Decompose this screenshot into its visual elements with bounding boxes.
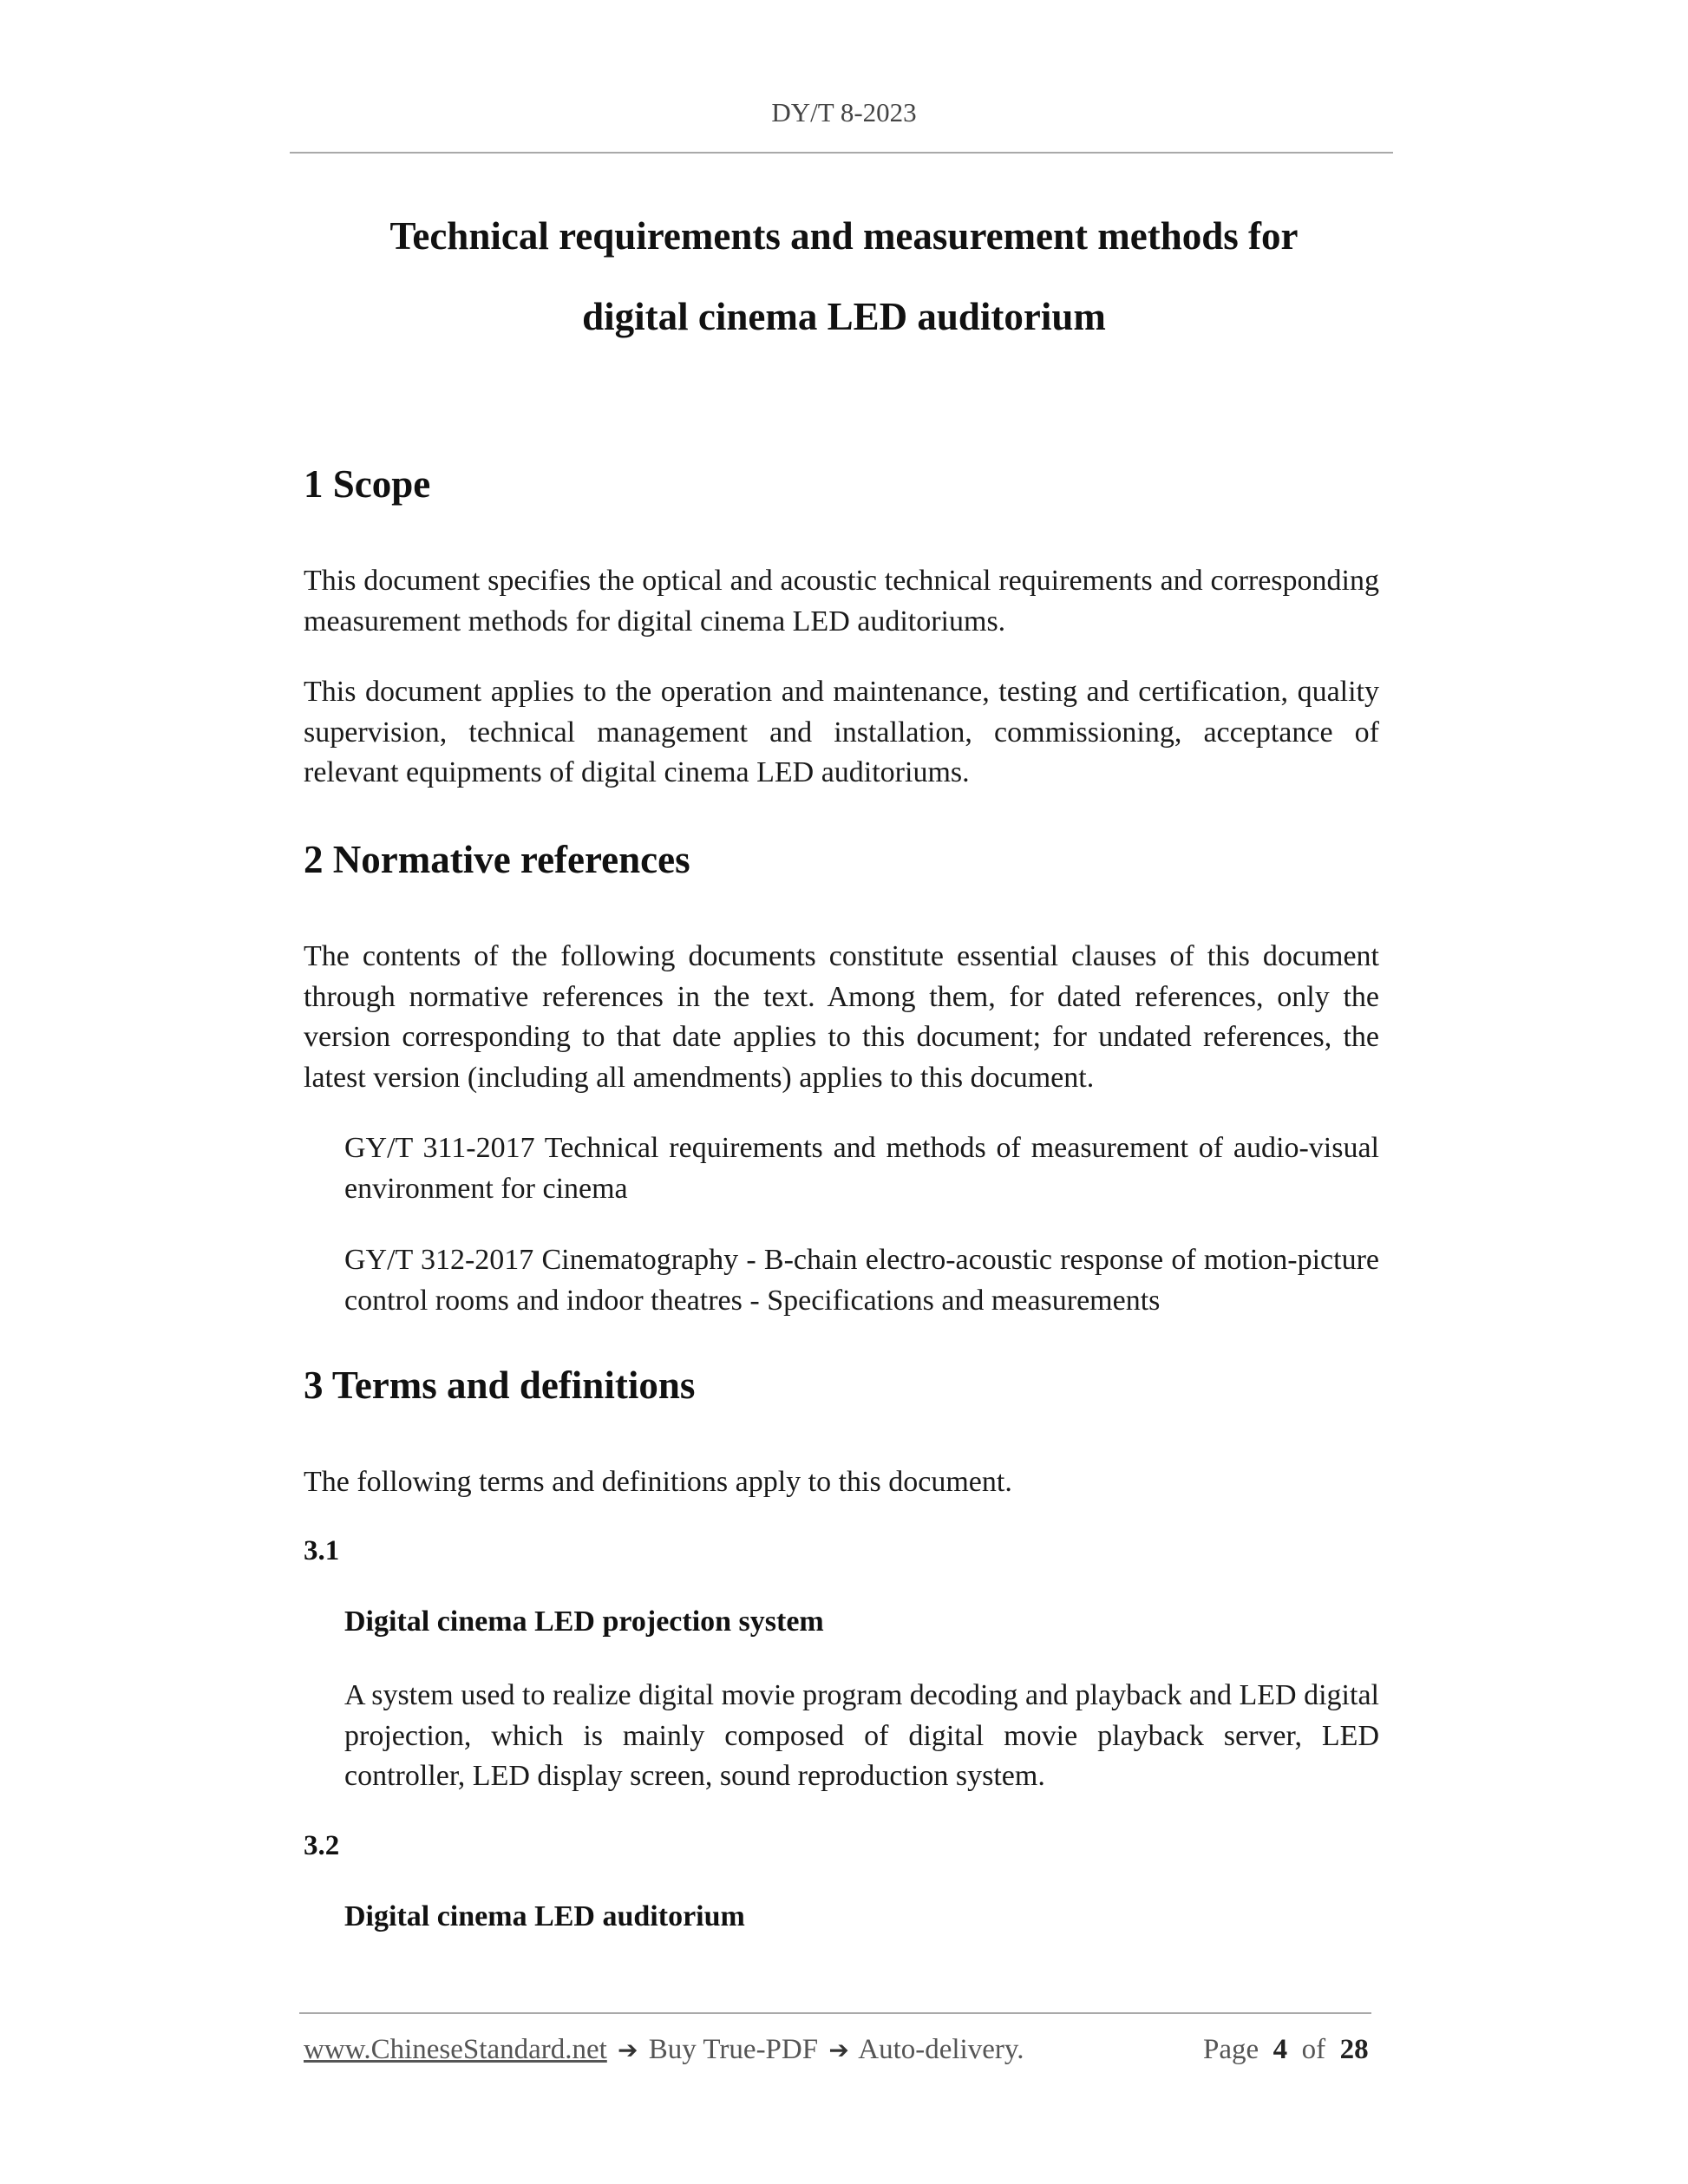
clause-number-3-2: 3.2 <box>304 1830 340 1861</box>
page-word: Page <box>1203 2034 1259 2065</box>
page-indicator <box>1203 2034 1369 2066</box>
arrow-right-icon: ➔ <box>618 2036 638 2064</box>
scope-paragraph-2: This document applies to the operation and maintenance, testing and certification, quality supervision, technical management and installation, commissioning, acceptance of relevant equipments of digital cinema LED auditoriums. <box>304 676 1379 788</box>
header-divider <box>290 152 1393 154</box>
page-number: 4 <box>1273 2034 1288 2065</box>
normative-reference-gyt312: GY/T 312-2017 Cinematography - B-chain electro-acoustic response of motion-picture control rooms and indoor theatres - Specifications and measurements <box>344 1244 1379 1317</box>
section-heading-terms: 3 Terms and definitions <box>304 1363 696 1407</box>
footer-divider <box>299 2012 1371 2014</box>
of-word: of <box>1301 2034 1326 2065</box>
section-heading-scope: 1 Scope <box>304 462 431 506</box>
normative-reference-gyt311: GY/T 311-2017 Technical requirements and methods of measurement of audio-visual environment for cinema <box>344 1132 1379 1205</box>
document-code: DY/T 8-2023 <box>771 97 917 128</box>
arrow-right-icon: ➔ <box>828 2036 849 2064</box>
clause-number-3-1: 3.1 <box>304 1535 340 1566</box>
term-3-2: Digital cinema LED auditorium <box>344 1900 745 1932</box>
footer-promo <box>304 2034 1024 2066</box>
title-line-1: Technical requirements and measurement methods for <box>389 214 1299 258</box>
normative-paragraph: The contents of the following documents constitute essential clauses of this document through normative references in the text. Among them, for dated references, only the version corresponding to that date applies to this document; for undated references, the latest version (including all amendments) applies to this document. <box>304 940 1379 1094</box>
title-line-2: digital cinema LED auditorium <box>582 295 1106 338</box>
scope-paragraph-1: This document specifies the optical and acoustic technical requirements and corresponding measurement methods for digital cinema LED auditoriums. <box>304 565 1379 638</box>
terms-intro: The following terms and definitions apply to this document. <box>304 1466 1012 1498</box>
document-title <box>0 196 1688 357</box>
buy-text: Buy True-PDF <box>648 2034 819 2065</box>
delivery-text: Auto-delivery. <box>858 2034 1024 2065</box>
term-3-1: Digital cinema LED projection system <box>344 1605 824 1638</box>
page-total: 28 <box>1339 2034 1369 2065</box>
site-link[interactable]: www.ChineseStandard.net <box>304 2034 607 2065</box>
section-heading-normative-references: 2 Normative references <box>304 838 690 881</box>
definition-3-1: A system used to realize digital movie program decoding and playback and LED digital projection, which is mainly composed of digital movie playback server, LED controller, LED display screen, sound reproduction system. <box>344 1679 1379 1792</box>
